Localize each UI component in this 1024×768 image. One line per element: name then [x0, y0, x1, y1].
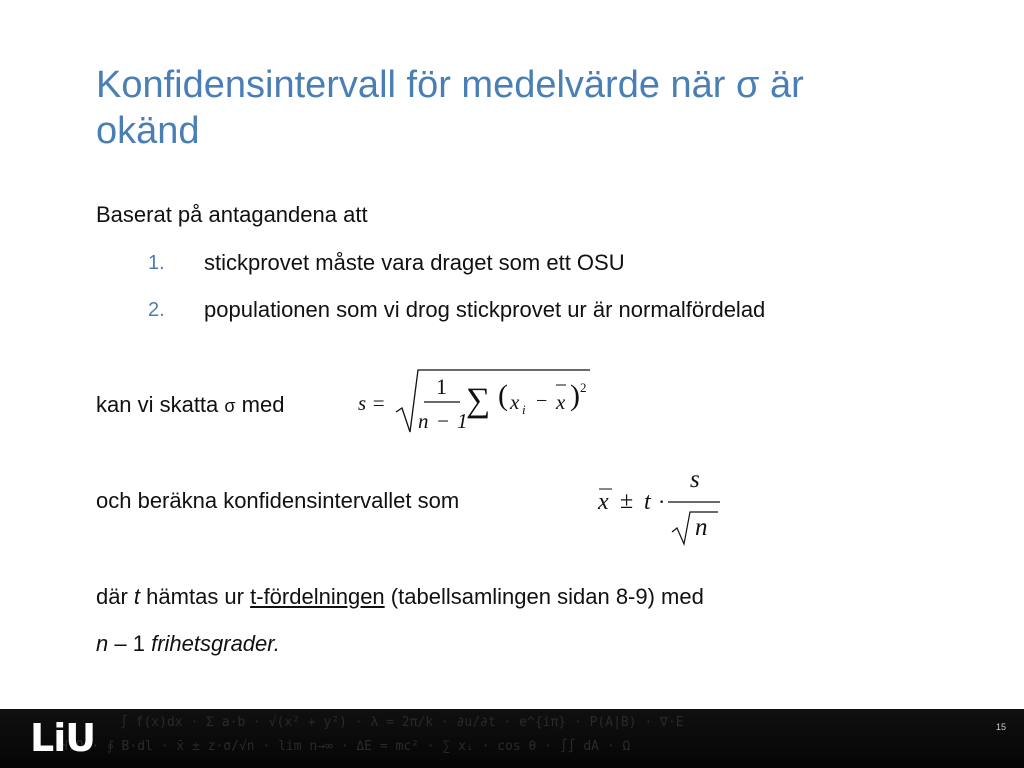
formula-confidence-interval [592, 464, 732, 550]
where-prefix: där [96, 584, 128, 609]
degrees-of-freedom-text [96, 630, 280, 658]
ci-xbar: x [598, 489, 609, 515]
footer-decoration: ∫ f(x)dx · Σ a·b · √(x² + y²) · λ = 2π/k · ∂u/∂t · e^{iπ} · P(A|B) · ∇·E [120, 715, 684, 730]
estimate-prefix: kan vi skatta [96, 392, 219, 417]
list-item-2: populationen som vi drog stickprovet ur är normalfördelad [204, 297, 766, 322]
list-number-1: 1. [148, 252, 165, 274]
formula-s-numerator: 1 [436, 374, 447, 399]
ci-dot: · [658, 489, 666, 514]
formula-sample-std [352, 360, 602, 440]
left-paren: ( [498, 379, 508, 412]
intro-text: Baserat på antagandena att [96, 202, 368, 227]
ci-numerator: s [690, 466, 700, 493]
page-number: 15 [995, 722, 1006, 732]
df-rest: – 1 [114, 631, 145, 656]
df-label: frihetsgrader. [151, 631, 280, 656]
formula-s-denominator: n − 1 [418, 409, 469, 433]
where-middle: hämtas ur [146, 584, 244, 609]
footer-bar [0, 709, 1024, 768]
footer-decoration-2: H₂O · ∮ B·dl · x̄ ± z·σ/√n · lim n→∞ · ΔE = mc² · ∑ xᵢ · cos θ · ∫∫ dA · Ω [60, 739, 631, 754]
ci-text: och beräkna konfidensintervallet som [96, 488, 460, 513]
sum-symbol: ∑ [466, 382, 491, 419]
formula-s-lhs: s = [358, 391, 386, 415]
where-t: t [133, 584, 141, 609]
ci-denominator: n [695, 514, 708, 541]
formula-s-xbar: x [556, 390, 566, 414]
sigma-symbol: σ [224, 396, 236, 416]
right-paren: ) [570, 379, 580, 412]
formula-s-exponent: 2 [580, 380, 587, 395]
ci-plusminus: ± [620, 488, 634, 514]
formula-s-subscript: i [522, 402, 526, 417]
t-distribution-link[interactable]: t-fördelningen [250, 584, 385, 609]
where-text [96, 583, 704, 611]
where-suffix: (tabellsamlingen sidan 8-9) med [390, 584, 704, 609]
estimate-suffix: med [241, 392, 285, 417]
estimate-text [96, 391, 284, 420]
list-number-2: 2. [148, 299, 165, 321]
df-n: n [96, 631, 109, 656]
liu-logo: LiU [30, 716, 96, 760]
formula-s-minus: − [536, 390, 548, 412]
slide-title: Konfidensintervall för medelvärde när σ är okänd [96, 64, 804, 152]
list-item-1: stickprovet måste vara draget som ett OSU [204, 250, 625, 275]
ci-t: t [644, 489, 651, 515]
formula-s-term: x [510, 390, 520, 414]
